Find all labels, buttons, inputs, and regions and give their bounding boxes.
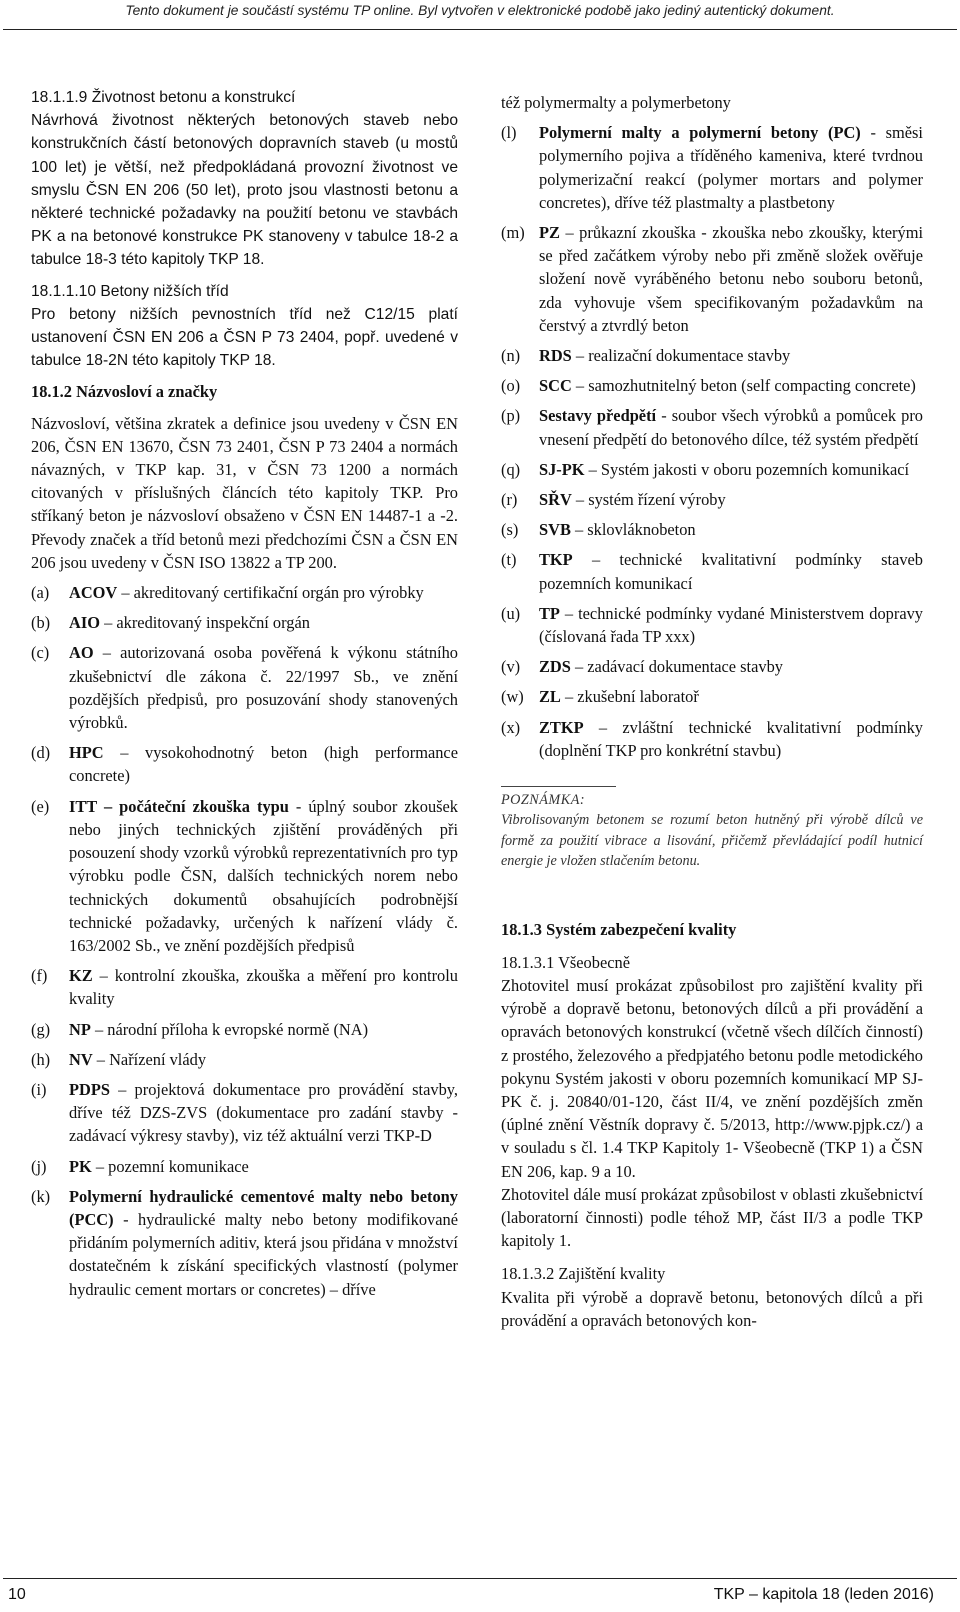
page-header: Tento dokument je součástí systému TP online. Byl vytvořen v elektronické podobě jako jediný autentický dokument. — [125, 3, 835, 18]
section-heading-general: 18.1.3.1 Všeobecně — [501, 952, 630, 972]
list-item-text — [539, 716, 923, 762]
section-text-terminology: Názvosloví, většina zkratek a definice jsou uvedeny v ČSN EN 206, ČSN EN 13670, ČSN 73 2401, ČSN P 73 2404 a normách návazných, v TKP kap. 31, v ČSN 73 1200 a normách citovaných v příslušných článcích této kapitoly TKP. Pro stříkaný beton je názvosloví obsaženo v ČSN EN 14487-1 a -2. Převody značek a tříd betonů mezi předchozími ČSN a ČSN EN 206 jsou uvedeny v ČSN ISO 13822 a TP 200. — [31, 413, 458, 572]
list-item-definition: – autorizovaná osoba pověřená k výkonu státního zkušebnictví dle zákona č. 22/1997 Sb., ve znění pozdějších předpisů, pro posuzování shody stanovených výrobků. — [69, 643, 458, 733]
section-text-general-1: Zhotovitel musí prokázat způsobilost pro zajištění kvality při výrobě a dopravě betonu, betonových dílců a při provádění a opravách betonových konstrukcí (včetně všech dílčích činností) z prostého, železového a předpjatého betonu podle metodického pokynu Systém jakosti v oboru pozemních komunikací MP SJ-PK č. j. 20840/01-120, část II/4, ve znění pozdějších změn (úplné znění Věstník dopravy č. 5/2013, http://www.pjpk.cz/) a v souladu s čl. 1.4 TKP Kapitoly 1- Všeobecně (TKP 1) a ČSN EN 206, kap. 9 a 10. — [501, 975, 923, 1181]
terminology-list-right — [501, 121, 923, 762]
list-item — [31, 581, 458, 604]
list-item-definition: – zvláštní technické kvalitativní podmínky (doplnění TKP pro konkrétní stavbu) — [539, 717, 923, 760]
note-title: POZNÁMKA: — [501, 792, 586, 809]
list-item-definition: – akreditovaný inspekční orgán — [99, 613, 310, 633]
list-item-definition: – pozemní komunikace — [91, 1156, 249, 1176]
list-item-text — [539, 655, 923, 678]
list-item-definition: – systém řízení výroby — [571, 490, 726, 510]
list-item-term: SVB — [539, 520, 571, 540]
list-item — [501, 121, 923, 214]
list-item-label: (j) — [31, 1156, 47, 1176]
list-item-term: SŘV — [539, 490, 572, 510]
list-item-term: HPC — [69, 743, 104, 763]
list-item-label: (k) — [31, 1186, 51, 1206]
list-item-term: SCC — [539, 376, 572, 396]
list-item — [31, 1048, 458, 1071]
list-item-label: (a) — [31, 583, 50, 603]
terminology-list-left — [31, 581, 458, 1301]
list-item-text — [69, 581, 458, 604]
list-item-definition: – technické podmínky vydané Ministerstvem dopravy (číslovaná řada TP xxx) — [539, 603, 923, 647]
list-item — [501, 221, 923, 337]
section-text-lifetime: Návrhová životnost některých betonových staveb nebo konstrukčních částí betonových dopravních staveb (u mostů 100 let) je větší, než předpokládaná provozní životnost ve smyslu ČSN EN 206 (50 let), proto jsou vlastnosti betonu a některé technické požadavky na použití betonu ve stavbách PK a na betonové konstrukce PK stanoveny v tabulce 18-2 a tabulce 18-3 této kapitoly TKP 18. — [31, 112, 458, 269]
list-item-term: ACOV — [69, 583, 118, 603]
list-item-definition: – zadávací dokumentace stavby — [570, 657, 783, 677]
section-text-lower-classes: Pro betony nižších pevnostních tříd než C12/15 platí ustanovení ČSN EN 206 a ČSN P 73 2404, popř. uvedené v tabulce 18-2N této kapitoly TKP 18. — [31, 305, 458, 370]
list-item-text — [539, 458, 923, 481]
list-item-label: (q) — [501, 459, 521, 479]
list-item — [31, 964, 458, 1010]
left-column — [31, 86, 458, 1301]
continuation-text: též polymermalty a polymerbetony — [501, 93, 731, 112]
list-item — [31, 1078, 458, 1148]
list-item — [501, 716, 923, 762]
list-item-definition: – Nařízení vlády — [92, 1049, 207, 1069]
list-item-definition: – vysokohodnotný beton (high performance concrete) — [69, 743, 458, 786]
list-item-label: (o) — [501, 376, 521, 396]
list-item-label: (p) — [501, 406, 521, 426]
list-item-term: PK — [69, 1156, 92, 1176]
list-item-term: RDS — [539, 346, 572, 366]
list-item — [501, 374, 923, 397]
list-item-term: SJ-PK — [539, 459, 585, 479]
list-item-label: (u) — [501, 603, 521, 623]
list-item-label: (w) — [501, 687, 524, 707]
list-item — [31, 795, 458, 957]
list-item-term: ITT – počáteční zkouška typu — [69, 796, 289, 816]
list-item — [31, 741, 458, 787]
section-heading-lower-classes: 18.1.1.10 Betony nižších tříd — [31, 282, 229, 300]
list-item-text — [69, 611, 458, 634]
list-item — [501, 344, 923, 367]
list-item-definition: – průkazní zkouška - zkouška nebo zkoušky, kterými se před začátkem výroby nebo při změně složek ověřuje složení nově vyráběného betonu nebo souboru betonů, zda vyhovuje všem specifikovaným požadavkům na čerstvý a ztvrdlý beton — [539, 223, 923, 335]
list-item-definition: – akreditovaný certifikační orgán pro výrobky — [117, 583, 424, 603]
section-heading-quality-system: 18.1.3 Systém zabezpečení kvality — [501, 919, 737, 939]
list-item-label: (x) — [501, 717, 521, 737]
section-heading-lifetime: 18.1.1.9 Životnost betonu a konstrukcí — [31, 89, 296, 106]
list-item-text — [69, 964, 458, 1010]
right-column — [501, 91, 923, 1332]
list-item-text — [539, 602, 923, 648]
list-item-term: Polymerní malty a polymerní betony (PC) — [539, 123, 861, 143]
list-item-label: (g) — [31, 1019, 51, 1039]
list-item — [501, 404, 923, 450]
list-item-text — [539, 685, 923, 708]
list-item-label: (h) — [31, 1049, 51, 1069]
list-item-term: AIO — [69, 613, 100, 633]
list-item — [501, 548, 923, 594]
list-item-definition: – zkušební laboratoř — [560, 687, 699, 707]
list-item-label: (e) — [31, 796, 50, 816]
list-item-text — [539, 221, 923, 337]
footer-rule — [3, 1578, 957, 1579]
list-item-text — [539, 344, 923, 367]
list-item-text — [69, 1155, 458, 1178]
list-item-text — [539, 518, 923, 541]
list-item-label: (v) — [501, 657, 521, 677]
list-item-definition: - směsi polymerního pojiva a tříděného kameniva, které tvrdnou polymerizační reakcí (polymer mortars and polymer concretes), dříve též plastmalty a plastbetony — [539, 123, 923, 212]
list-item — [31, 641, 458, 734]
list-item-label: (r) — [501, 490, 518, 510]
list-item-text — [69, 1048, 458, 1071]
list-item-text — [69, 641, 458, 734]
list-item-term: PDPS — [69, 1079, 110, 1099]
list-item-term: PZ — [539, 223, 560, 243]
list-item-term: NV — [69, 1049, 93, 1069]
section-text-quality-assurance: Kvalita při výrobě a dopravě betonu, betonových dílců a při provádění a opravách betonových kon- — [501, 1287, 923, 1330]
list-item-term: Sestavy předpětí — [539, 406, 657, 426]
list-item-definition: – kontrolní zkouška, zkouška a měření pro kontrolu kvality — [69, 966, 458, 1009]
list-item-definition: - soubor všech výrobků a pomůcek pro vnesení předpětí do betonového dílce, též systém předpětí — [539, 406, 923, 449]
list-item-definition: – projektová dokumentace pro provádění stavby, dříve též DZS-ZVS (dokumentace pro zadání stavby - zadávací výkresy stavby), viz též aktuální verzi TKP-D — [69, 1079, 458, 1146]
list-item — [501, 458, 923, 481]
list-item-term: TP — [539, 603, 560, 623]
list-item-term: Polymerní hydraulické cementové malty nebo betony (PCC) — [69, 1186, 458, 1229]
list-item-label: (s) — [501, 520, 519, 540]
list-item-label: (t) — [501, 550, 517, 570]
list-item-term: ZTKP — [539, 717, 584, 737]
list-item-definition: – sklovláknobeton — [570, 520, 696, 540]
list-item — [31, 1155, 458, 1178]
list-item-text — [69, 1078, 458, 1148]
list-item-definition: – samozhutnitelný beton (self compacting concrete) — [571, 376, 916, 396]
section-heading-terminology: 18.1.2 Názvosloví a značky — [31, 382, 218, 402]
page-number: 10 — [8, 1586, 26, 1603]
list-item — [501, 655, 923, 678]
list-item — [501, 685, 923, 708]
list-item-label: (n) — [501, 346, 521, 366]
list-item-text — [539, 404, 923, 450]
list-item-label: (m) — [501, 223, 525, 243]
header-rule — [3, 29, 957, 30]
list-item — [501, 488, 923, 511]
list-item-definition: - hydraulické malty nebo betony modifikované přidáním polymerních aditiv, která jsou přidána v množství dostatečném k získání specifických vlastností (polymer hydraulic cement mortars or concretes) – dříve — [69, 1209, 458, 1299]
list-item-label: (b) — [31, 613, 51, 633]
list-item-term: AO — [69, 643, 94, 663]
list-item-text — [69, 1018, 458, 1041]
list-item-term: NP — [69, 1019, 91, 1039]
list-item — [501, 602, 923, 648]
list-item-term: ZL — [539, 687, 561, 707]
list-item-definition: – technické kvalitativní podmínky staveb pozemních komunikací — [539, 550, 923, 593]
list-item-label: (d) — [31, 743, 51, 763]
list-item-text — [69, 795, 458, 957]
section-heading-quality-assurance: 18.1.3.2 Zajištění kvality — [501, 1264, 666, 1284]
list-item-text — [539, 121, 923, 214]
list-item-term: KZ — [69, 966, 93, 986]
list-item-term: TKP — [539, 550, 573, 570]
list-item-definition: – národní příloha k evropské normě (NA) — [90, 1019, 369, 1039]
list-item — [31, 611, 458, 634]
list-item-definition: - úplný soubor zkoušek nebo jiných technických zjištění prováděných při posouzení shody vzorků výrobků reprezentativních pro typ výrobku podle ČSN, dalších technických norem nebo technických dokumentů obsahujících podrobnější technické požadavky, určených k nařízení vlády č. 163/2002 Sb., ve znění pozdějších předpisů — [69, 796, 458, 955]
list-item-label: (l) — [501, 123, 517, 143]
list-item-text — [69, 741, 458, 787]
footer-title: TKP – kapitola 18 (leden 2016) — [713, 1586, 934, 1603]
list-item-text — [539, 488, 923, 511]
list-item-label: (i) — [31, 1079, 47, 1099]
list-item-term: ZDS — [539, 657, 571, 677]
list-item — [31, 1018, 458, 1041]
list-item — [31, 1185, 458, 1301]
list-item-label: (f) — [31, 966, 48, 986]
list-item-definition: – Systém jakosti v oboru pozemních komunikací — [584, 459, 910, 479]
list-item — [501, 518, 923, 541]
list-item-label: (c) — [31, 643, 50, 663]
section-text-general-2: Zhotovitel dále musí prokázat způsobilost v oblasti zkušebnictví (laboratorní činnosti) podle téhož MP, část II/3 a podle TKP kapitoly 1. — [501, 1184, 923, 1251]
list-item-definition: – realizační dokumentace stavby — [571, 346, 791, 366]
list-item-text — [539, 548, 923, 594]
note-text: Vibrolisovaným betonem se rozumí beton hutněný při výrobě dílců ve formě za použití vibrace a lisování, přičemž převládající podíl hutnicí energie je vložen stlačením betonu. — [501, 812, 923, 870]
note-rule — [501, 786, 616, 787]
list-item-text — [539, 374, 923, 397]
list-item-text — [69, 1185, 458, 1301]
